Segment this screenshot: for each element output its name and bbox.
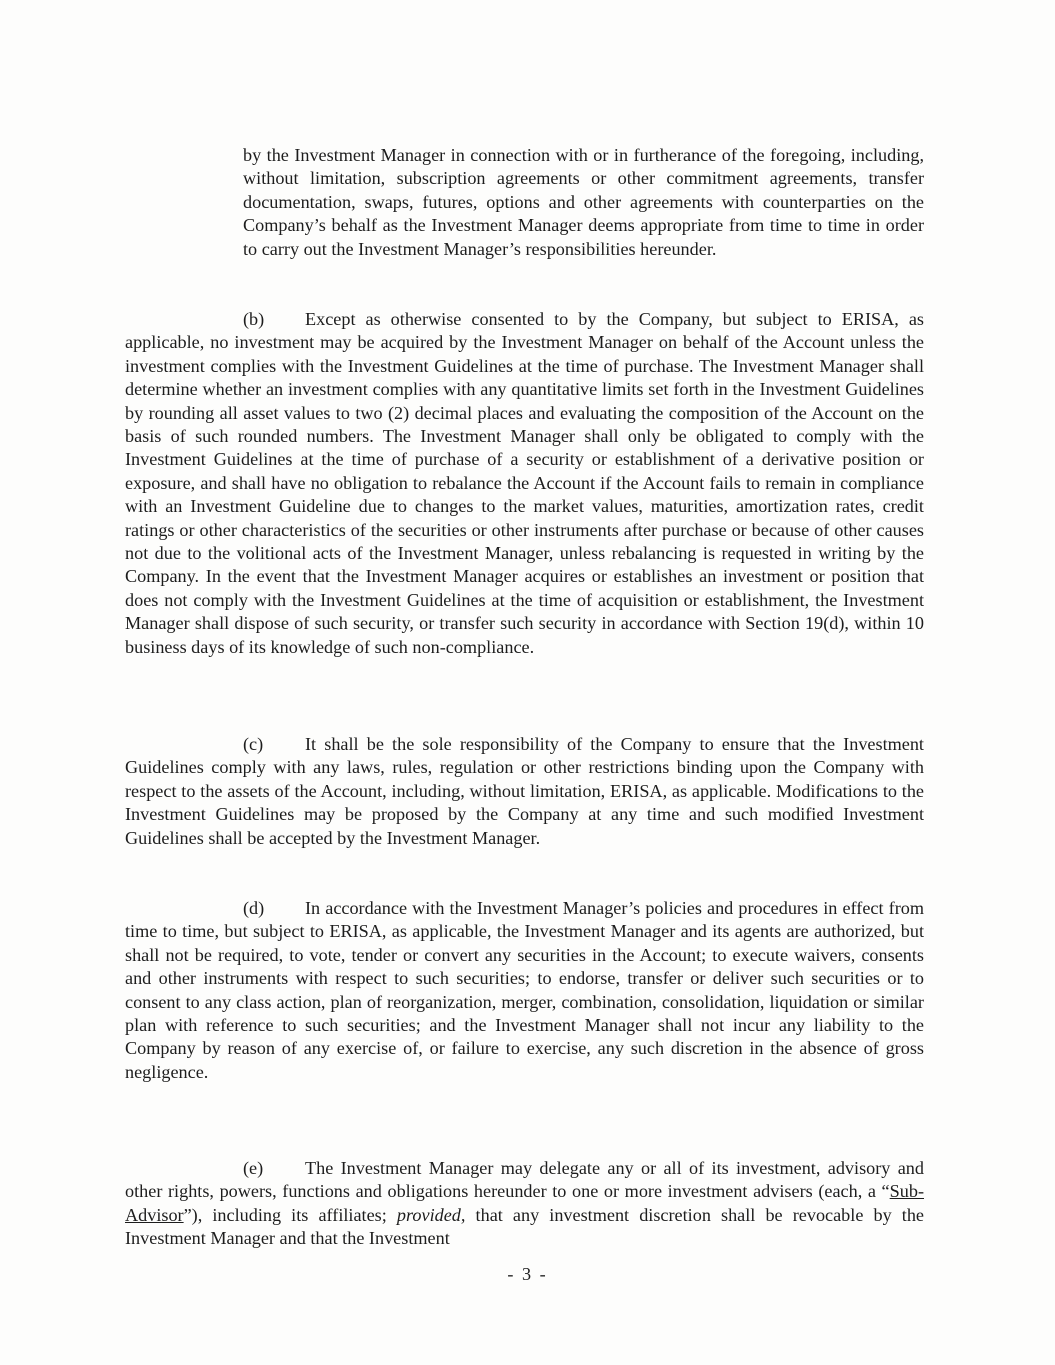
paragraph-label-c: (c) [243,734,264,754]
defined-term-sub-advisor: Sub-Advisor [125,1181,924,1225]
paragraph-text-e-part1: The Investment Manager may delegate any or all of its investment, advisory and other rights, powers, functions and obligations hereunder to one or more investment advisers (each, a “ [125,1158,924,1202]
paragraph-text-e-part3: that any investment discretion shall be revocable by the Investment Manager and that the Investment [125,1204,925,1249]
proviso-term: provided, [396,1204,466,1225]
page-number: - 3 - [507,1264,548,1284]
continuation-paragraph: by the Investment Manager in connection with or in furtherance of the foregoing, including, without limitation, subscription agreements or other commitment agreements, transfer documentation, swaps, futures, options and other agreements with counterparties on the Company’s behalf as the Investment Manager deems appropriate from time to time in order to carry out the Investment Manager’s responsibilities hereunder. [243,145,924,259]
paragraph-text-e-part2: ”), including its affiliates; [183,1204,397,1225]
paragraph-d [125,897,924,1084]
paragraph-label-e: (e) [243,1158,264,1178]
paragraph-text-c: It shall be the sole responsibility of the Company to ensure that the Investment Guidelines comply with any laws, rules, regulation or other restrictions binding upon the Company with respect to the assets of the Account, including, without limitation, ERISA, as applicable. Modifications to the Investment Guidelines may be proposed by the Company at any time and such modified Investment Guidelines shall be accepted by the Investment Manager. [125,734,924,848]
paragraph-e [125,1157,924,1251]
paragraph-b [125,308,924,659]
paragraph-text-b: Except as otherwise consented to by the Company, but subject to ERISA, as applicable, no investment may be acquired by the Investment Manager on behalf of the Account unless the investment complies with the Investment Guidelines at the time of purchase. The Investment Manager shall determine whether an investment complies with any quantitative limits set forth in the Investment Guidelines by rounding all asset values to two (2) decimal places and evaluating the composition of the Account on the basis of such rounded numbers. The Investment Manager shall only be obligated to comply with the Investment Guidelines at the time of purchase of a security or establishment of a derivative position or exposure, and shall have no obligation to rebalance the Account if the Account fails to remain in compliance with an Investment Guideline due to changes to the market values, maturities, amortization rates, credit ratings or other characteristics of the securities or other instruments after purchase or because of other causes not due to the volitional acts of the Investment Manager, unless rebalancing is requested in writing by the Company. In the event that the Investment Manager acquires or establishes an investment or position that does not comply with the Investment Guidelines at the time of acquisition or establishment, the Investment Manager shall dispose of such security, or transfer such security in accordance with Section 19(d), within 10 business days of its knowledge of such non-compliance. [125,309,924,657]
paragraph-text-d: In accordance with the Investment Manager’s policies and procedures in effect from time to time, but subject to ERISA, as applicable, the Investment Manager and its agents are authorized, but shall not be required, to vote, tender or convert any securities in the Account; to execute waivers, consents and other instruments with respect to such securities; to endorse, transfer or deliver such securities or to consent to any class action, plan of reorganization, merger, combination, consolidation, liquidation or similar plan with reference to such securities; and the Investment Manager shall not incur any liability to the Company by reason of any exercise of, or failure to exercise, any such discretion in the absence of gross negligence. [125,898,924,1082]
paragraph-label-d: (d) [243,898,265,918]
paragraph-c [125,733,924,850]
paragraph-label-b: (b) [243,309,265,329]
